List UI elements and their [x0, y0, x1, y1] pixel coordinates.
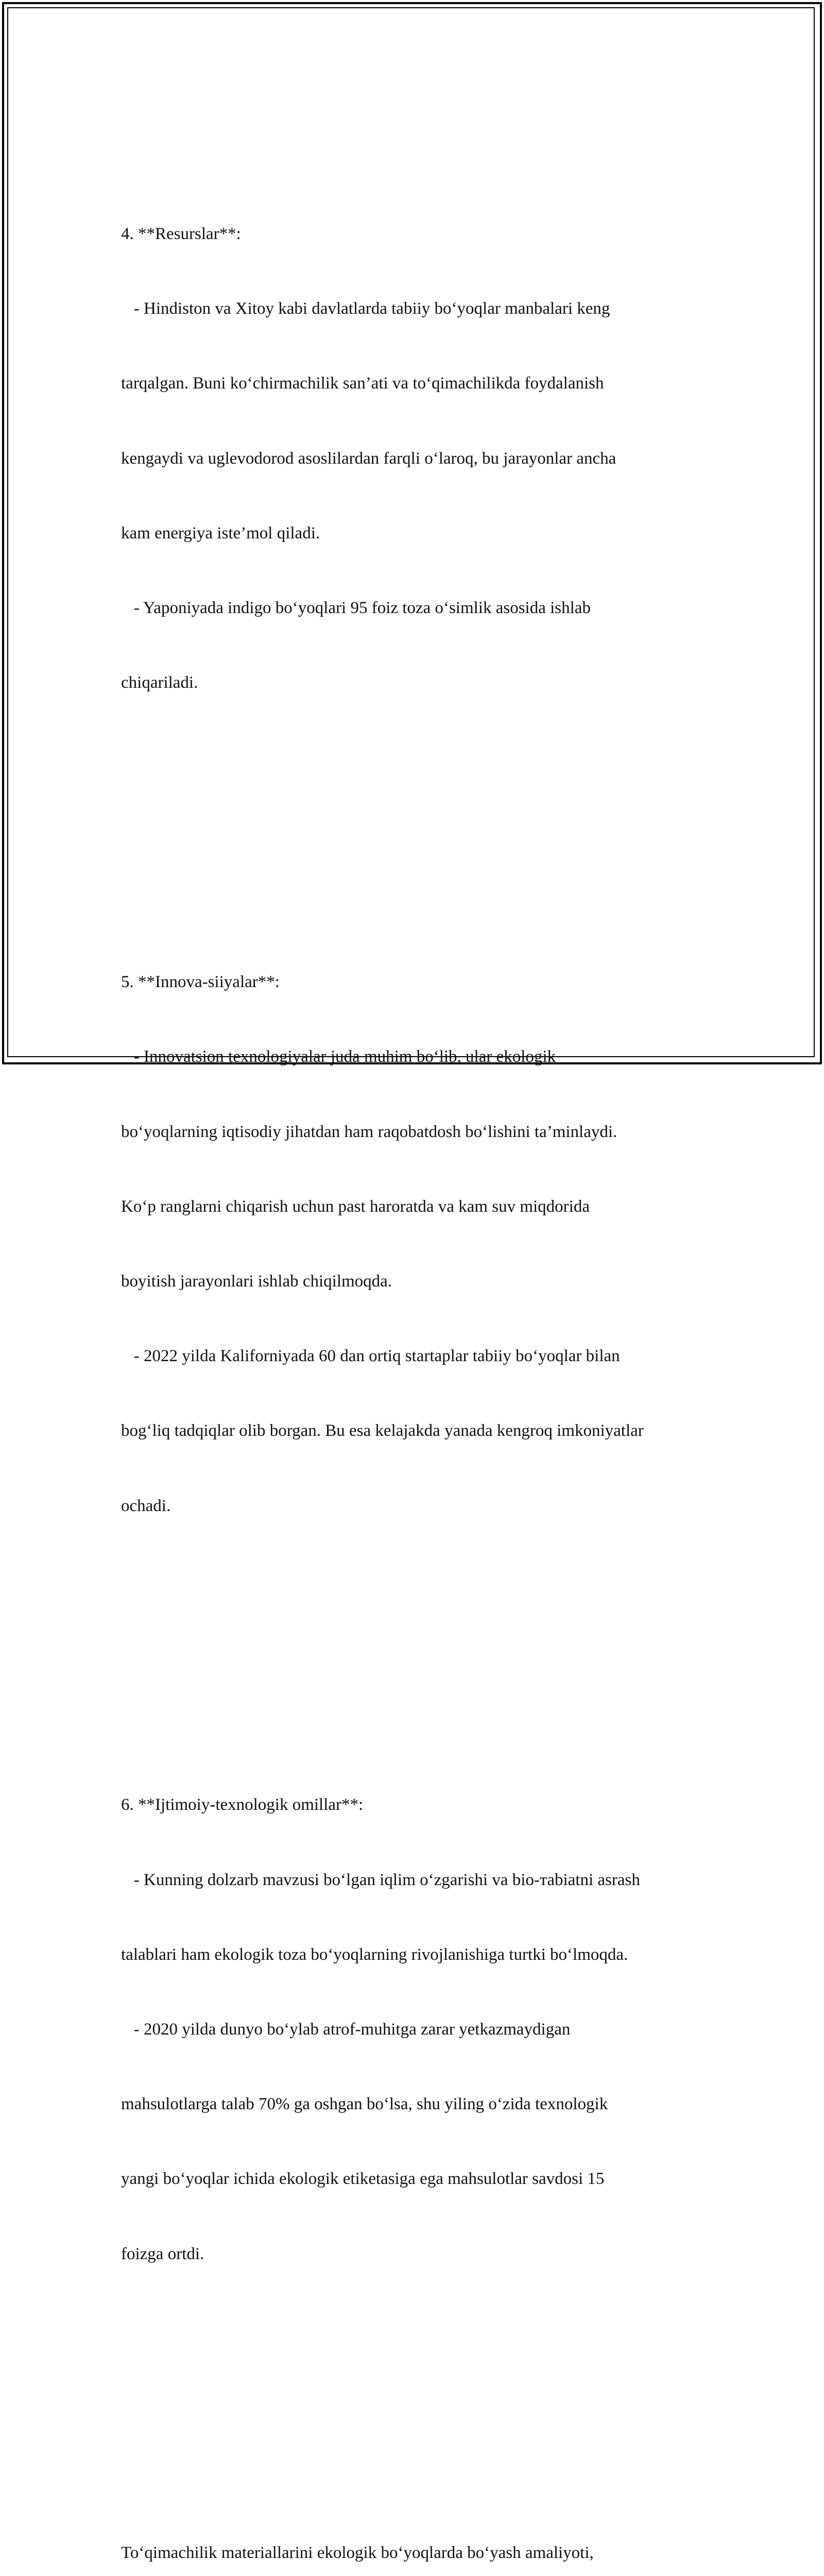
text-line: Koʻp ranglarni chiqarish uchun past haroratda va kam suv miqdorida: [121, 1197, 590, 1216]
text-line: tarqalgan. Buni koʻchirmachilik san’ati va toʻqimachilikda foydalanish: [121, 374, 604, 393]
text-line: ochadi.: [121, 1496, 171, 1515]
paragraph-gap: [121, 1618, 713, 1643]
text-line: foizga ortdi.: [121, 2244, 204, 2263]
section-heading: 5. **Innova-siiyalar**:: [121, 973, 280, 992]
text-line: boyitish jarayonlari ishlab chiqilmoqda.: [121, 1272, 392, 1291]
text-line: chiqariladi.: [121, 673, 198, 692]
text-line: kengaydi va uglevodorod asoslilardan farqli oʻlaroq, bu jarayonlar ancha: [121, 449, 616, 468]
text-line: kam energiya iste’mol qiladi.: [121, 523, 320, 543]
text-line: boʻyoqlarning iqtisodiy jihatdan ham raqobatdosh boʻlishini ta’minlaydi.: [121, 1122, 617, 1141]
text-line: yangi boʻyoqlar ichida ekologik etiketasiga ega mahsulotlar savdosi 15: [121, 2170, 605, 2189]
text-line: - Yaponiyada indigo boʻyoqlari 95 foiz toza oʻsimlik asosida ishlab: [121, 599, 591, 618]
text-line: mahsulotlarga talab 70% ga oshgan boʻlsa, shu yiling oʻzida texnologik: [121, 2095, 608, 2114]
conclusion-paragraph: [121, 2491, 713, 2576]
section-heading: 6. **Ijtimoiy-texnologik omillar**:: [121, 1795, 364, 1815]
text-line: - 2020 yilda dunyo boʻylab atrof-muhitga zarar yetkazmaydigan: [121, 2020, 571, 2039]
section-ijtimoiy-texnologik-omillar: [121, 1743, 713, 2316]
paragraph-gap: [121, 2366, 713, 2391]
document-body: [121, 97, 713, 2576]
text-line: talablari ham ekologik toza boʻyoqlarning rivojlanishiga turtki boʻlmoqda.: [121, 1945, 628, 1964]
section-innovatsiyalar: [121, 920, 713, 1568]
text-line: - Innovatsion texnologiyalar juda muhim boʻlib, ular ekologik: [121, 1047, 556, 1066]
section-heading: 4. **Resurslar**:: [121, 225, 241, 244]
section-resurslar: [121, 172, 713, 745]
text-line: - 2022 yilda Kaliforniyada 60 dan ortiq startaplar tabiiy boʻyoqlar bilan: [121, 1347, 620, 1366]
text-line: bogʻliq tadqiqlar olib borgan. Bu esa kelajakda yanada kengroq imkoniyatlar: [121, 1421, 644, 1440]
text-line: - Kunning dolzarb mavzusi boʻlgan iqlim oʻzgarishi va bio-тabiatni asrash: [121, 1870, 640, 1889]
text-line: - Hindiston va Xitoy kabi davlatlarda tabiiy boʻyoqlar manbalari keng: [121, 299, 610, 318]
paragraph-gap: [121, 795, 713, 820]
text-line: Toʻqimachilik materiallarini ekologik boʻyoqlarda boʻyash amaliyoti,: [121, 2544, 594, 2563]
